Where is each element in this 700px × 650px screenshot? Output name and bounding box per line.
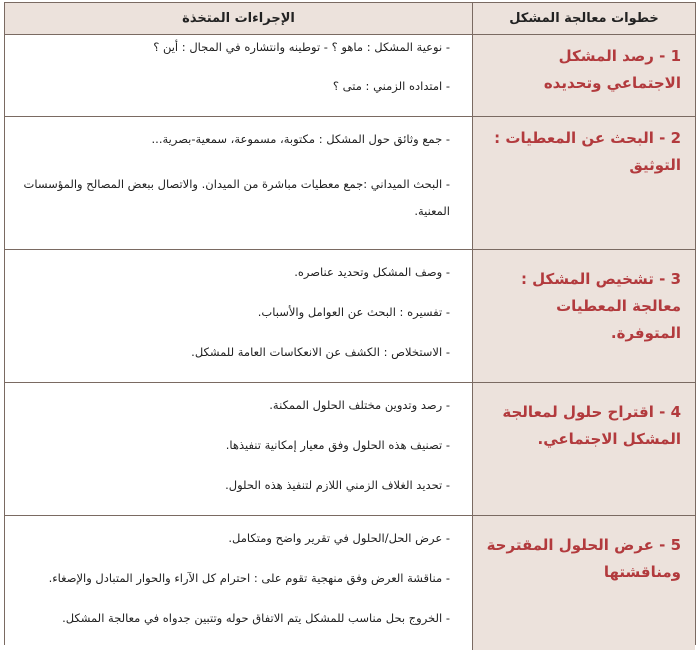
header-actions: الإجراءات المتخذة [5,3,472,35]
actions-3 [5,250,472,383]
step-2: 2 - البحث عن المعطيات : التوثيق [472,117,695,250]
action-item: - تصنيف هذه الحلول وفق معيار إمكانية تنفيذها. [225,438,450,452]
action-item: - الاستخلاص : الكشف عن الانعكاسات العامة للمشكل. [191,345,450,359]
step-3: 3 - تشخيص المشكل : معالجة المعطيات المتوفرة. [472,250,695,383]
step-4: 4 - اقتراح حلول لمعالجة المشكل الاجتماعي. [472,383,695,516]
action-item: - تحديد الغلاف الزمني اللازم لتنفيذ هذه الحلول. [225,478,450,492]
action-item: - عرض الحل/الحلول في تقرير واضح ومتكامل. [228,531,450,545]
action-item: - الخروج بحل مناسب للمشكل يتم الاتفاق حوله وتتبين جدواه في معالجة المشكل. [62,611,450,625]
action-item: - وصف المشكل وتحديد عناصره. [294,265,450,279]
action-item: - مناقشة العرض وفق منهجية تقوم على : احترام كل الآراء والحوار المتبادل والإصغاء. [48,571,450,585]
step-1: 1 - رصد المشكل الاجتماعي وتحديده [472,35,695,117]
actions-2 [5,117,472,250]
action-item: - البحث الميداني :جمع معطيات مباشرة من الميدان. والاتصال ببعض المصالح والمؤسسات المعنية. [23,177,450,218]
actions-4 [5,383,472,516]
step-5: 5 - عرض الحلول المقترحة ومناقشتها [472,516,695,650]
action-item: - امتداده الزمني : متى ؟ [332,79,450,93]
actions-1 [5,35,472,117]
action-item: - جمع وثائق حول المشكل : مكتوبة، مسموعة، سمعية-بصرية... [151,132,450,146]
action-item: - رصد وتدوين مختلف الحلول الممكنة. [269,398,450,412]
actions-5 [5,516,472,650]
action-item: - نوعية المشكل : ماهو ؟ - توطينه وانتشاره في المجال : أين ؟ [153,40,450,54]
procedure-table [4,2,696,645]
action-item: - تفسيره : البحث عن العوامل والأسباب. [257,305,450,319]
header-steps: خطوات معالجة المشكل [472,3,695,35]
